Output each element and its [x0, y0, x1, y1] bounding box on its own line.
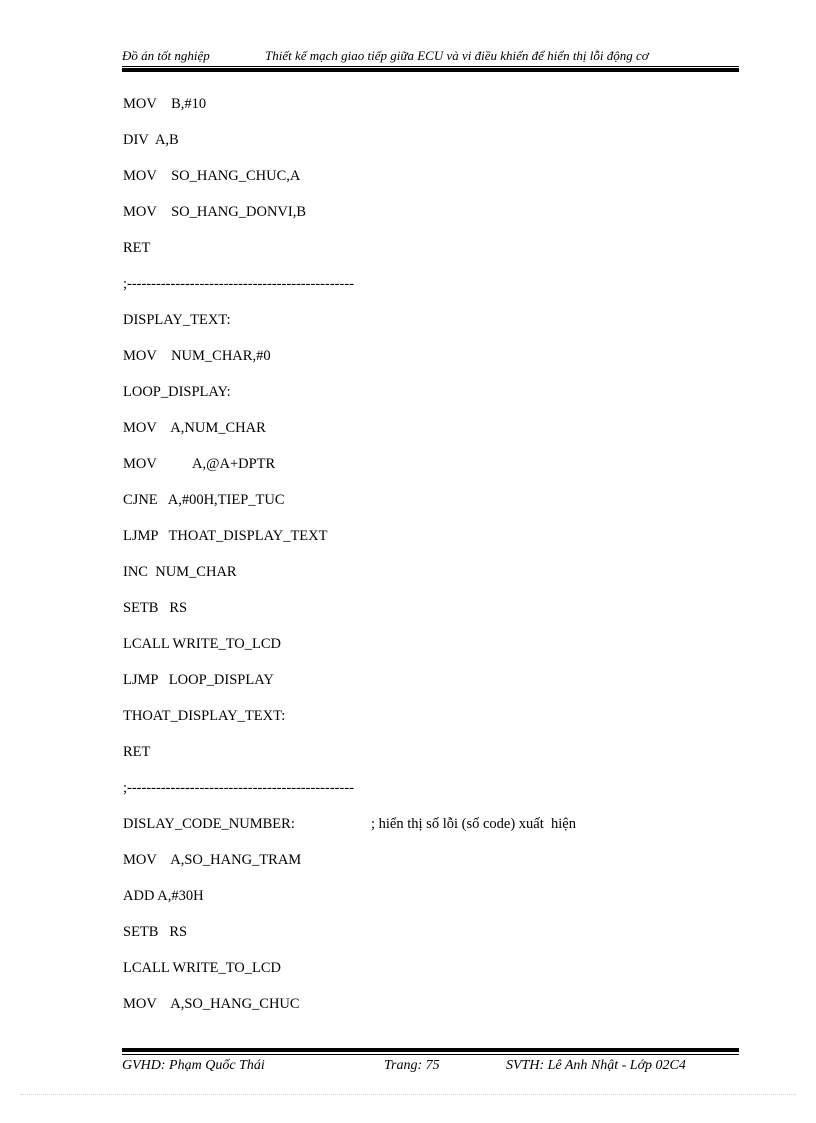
code-line	[123, 598, 723, 634]
code-text: ADD A,#30H	[123, 888, 204, 904]
code-text: MOV A,@A+DPTR	[123, 456, 276, 472]
code-text: RET	[123, 240, 151, 256]
code-line	[123, 886, 723, 922]
code-text: LCALL WRITE_TO_LCD	[123, 960, 282, 976]
page-edge	[20, 1094, 796, 1095]
code-line	[123, 346, 723, 382]
code-text: SETB RS	[123, 600, 188, 616]
footer-rule-thick	[122, 1048, 739, 1052]
code-text: SETB RS	[123, 924, 188, 940]
footer-supervisor: GVHD: Phạm Quốc Thái	[122, 1058, 265, 1073]
code-text: CJNE A,#00H,TIEP_TUC	[123, 492, 285, 508]
footer-student: SVTH: Lê Anh Nhật - Lớp 02C4	[506, 1058, 686, 1073]
code-line	[123, 130, 723, 166]
code-text: DISPLAY_TEXT:	[123, 312, 231, 328]
code-line	[123, 490, 723, 526]
code-text: MOV B,#10	[123, 96, 207, 112]
header-rule-thin	[122, 66, 739, 67]
code-line	[123, 562, 723, 598]
code-line	[123, 274, 723, 310]
code-text: LOOP_DISPLAY:	[123, 384, 231, 400]
code-comment: ; hiển thị số lỗi (số code) xuất hiện	[371, 816, 576, 832]
code-text: INC NUM_CHAR	[123, 564, 237, 580]
code-line	[123, 382, 723, 418]
assembly-code-listing	[123, 94, 723, 1030]
code-line	[123, 94, 723, 130]
code-line	[123, 238, 723, 274]
code-line	[123, 850, 723, 886]
code-text: MOV NUM_CHAR,#0	[123, 348, 271, 364]
code-line	[123, 742, 723, 778]
code-text: MOV SO_HANG_DONVI,B	[123, 204, 307, 220]
footer-rule-thin	[122, 1054, 739, 1055]
header-document-title: Thiết kế mạch giao tiếp giữa ECU và vi điều khiển để hiển thị lỗi động cơ	[265, 48, 649, 63]
code-line	[123, 706, 723, 742]
code-line	[123, 634, 723, 670]
code-text: THOAT_DISPLAY_TEXT:	[123, 708, 286, 724]
code-line	[123, 670, 723, 706]
code-text: DIV A,B	[123, 132, 179, 148]
code-line	[123, 454, 723, 490]
code-text: ;-----------------------------------------------	[123, 780, 354, 796]
code-line	[123, 922, 723, 958]
code-text: RET	[123, 744, 151, 760]
code-line	[123, 958, 723, 994]
code-text: ;-----------------------------------------------	[123, 276, 354, 292]
code-line	[123, 310, 723, 346]
code-text: DISLAY_CODE_NUMBER:	[123, 816, 295, 832]
header-rule-thick	[122, 68, 739, 72]
code-text: LJMP THOAT_DISPLAY_TEXT	[123, 528, 328, 544]
code-text: LJMP LOOP_DISPLAY	[123, 672, 274, 688]
footer-page-number: Trang: 75	[384, 1058, 440, 1073]
code-line	[123, 814, 723, 850]
code-line	[123, 994, 723, 1030]
code-line	[123, 778, 723, 814]
code-line	[123, 526, 723, 562]
code-text: MOV A,NUM_CHAR	[123, 420, 266, 436]
code-text: MOV SO_HANG_CHUC,A	[123, 168, 301, 184]
header-document-type: Đồ án tốt nghiệp	[122, 48, 210, 63]
code-line	[123, 166, 723, 202]
code-text: MOV A,SO_HANG_TRAM	[123, 852, 302, 868]
code-text: MOV A,SO_HANG_CHUC	[123, 996, 300, 1012]
code-line	[123, 418, 723, 454]
code-line	[123, 202, 723, 238]
code-text: LCALL WRITE_TO_LCD	[123, 636, 282, 652]
